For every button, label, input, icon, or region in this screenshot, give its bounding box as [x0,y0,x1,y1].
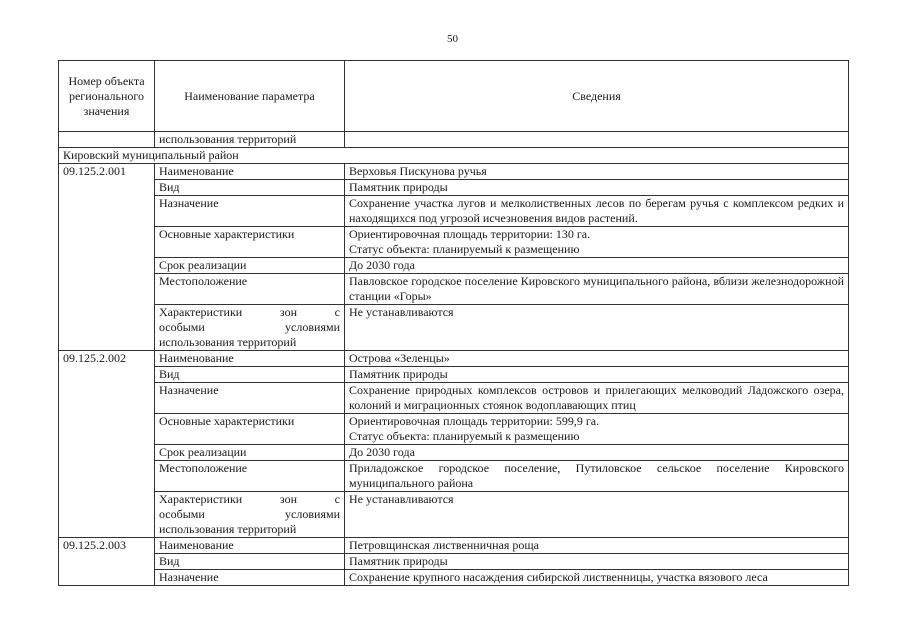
table-row [59,414,849,445]
param-name: Наименование [155,164,345,180]
param-name: Наименование [155,351,345,367]
param-value: Не устанавливаются [345,305,849,351]
table-row [59,554,849,570]
table-row [59,258,849,274]
param-line: особыми условиями [159,320,340,334]
table-row [59,367,849,383]
param-name: Вид [155,367,345,383]
table-row [59,445,849,461]
table-row [59,570,849,586]
continuation-param: использования территорий [155,132,345,148]
table-row [59,305,849,351]
param-name [155,492,345,538]
param-value: Петровщинская лиственничная роща [345,538,849,554]
param-name [155,305,345,351]
param-value: Памятник природы [345,367,849,383]
param-line: особыми условиями [159,507,340,521]
page-number: 50 [447,33,458,45]
param-line: Характеристики зон с [159,492,340,506]
param-value: До 2030 года [345,445,849,461]
table-row [59,351,849,367]
value-line: Ориентировочная площадь территории: 599,9 га. [349,414,600,428]
table-row [59,164,849,180]
continuation-value [345,132,849,148]
param-value: Сохранение природных комплексов островов и прилегающих мелководий Ладожского озера, колоний и миграционных стоянок водоплавающих птиц [345,383,849,414]
table-row [59,383,849,414]
param-line: использования территорий [159,522,297,536]
table-row [59,538,849,554]
param-value: Сохранение участка лугов и мелколиственных лесов по берегам ручья с комплексом редких и находящихся под угрозой исчезновения видов растений. [345,196,849,227]
regional-objects-table [58,60,849,586]
continuation-id-cell [59,132,155,148]
param-value: Острова «Зеленцы» [345,351,849,367]
param-value: Не устанавливаются [345,492,849,538]
object-id: 09.125.2.003 [59,538,155,586]
table-row [59,274,849,305]
param-name: Вид [155,554,345,570]
param-value: Памятник природы [345,554,849,570]
param-value: Павловское городское поселение Кировского муниципального района, вблизи железнодорожной станции «Горы» [345,274,849,305]
table-row [59,227,849,258]
param-name: Наименование [155,538,345,554]
param-name: Вид [155,180,345,196]
table-row [59,492,849,538]
value-line: Ориентировочная площадь территории: 130 га. [349,227,591,241]
param-name: Назначение [155,570,345,586]
param-name: Основные характеристики [155,414,345,445]
param-name: Местоположение [155,274,345,305]
param-value: Верховья Пискунова ручья [345,164,849,180]
value-line: Статус объекта: планируемый к размещению [349,429,580,443]
param-name: Срок реализации [155,445,345,461]
table-header-row [59,61,849,132]
param-value [345,414,849,445]
table-row [59,180,849,196]
param-line: использования территорий [159,335,297,349]
param-value: Сохранение крупного насаждения сибирской лиственницы, участка вязового леса [345,570,849,586]
param-name: Назначение [155,383,345,414]
value-line: Статус объекта: планируемый к размещению [349,242,580,256]
table-row [59,196,849,227]
header-parameter-name: Наименование параметра [155,61,345,132]
param-value: До 2030 года [345,258,849,274]
object-id: 09.125.2.001 [59,164,155,351]
param-name: Срок реализации [155,258,345,274]
table-row [59,461,849,492]
param-value: Приладожское городское поселение, Путиловское сельское поселение Кировского муниципального района [345,461,849,492]
param-name: Местоположение [155,461,345,492]
param-name: Основные характеристики [155,227,345,258]
section-title: Кировский муниципальный район [59,148,849,164]
param-value [345,227,849,258]
section-row [59,148,849,164]
header-details: Сведения [345,61,849,132]
object-id: 09.125.2.002 [59,351,155,538]
continuation-row [59,132,849,148]
header-object-number: Номер объекта регионального значения [59,61,155,132]
param-value: Памятник природы [345,180,849,196]
param-name: Назначение [155,196,345,227]
param-line: Характеристики зон с [159,305,340,319]
